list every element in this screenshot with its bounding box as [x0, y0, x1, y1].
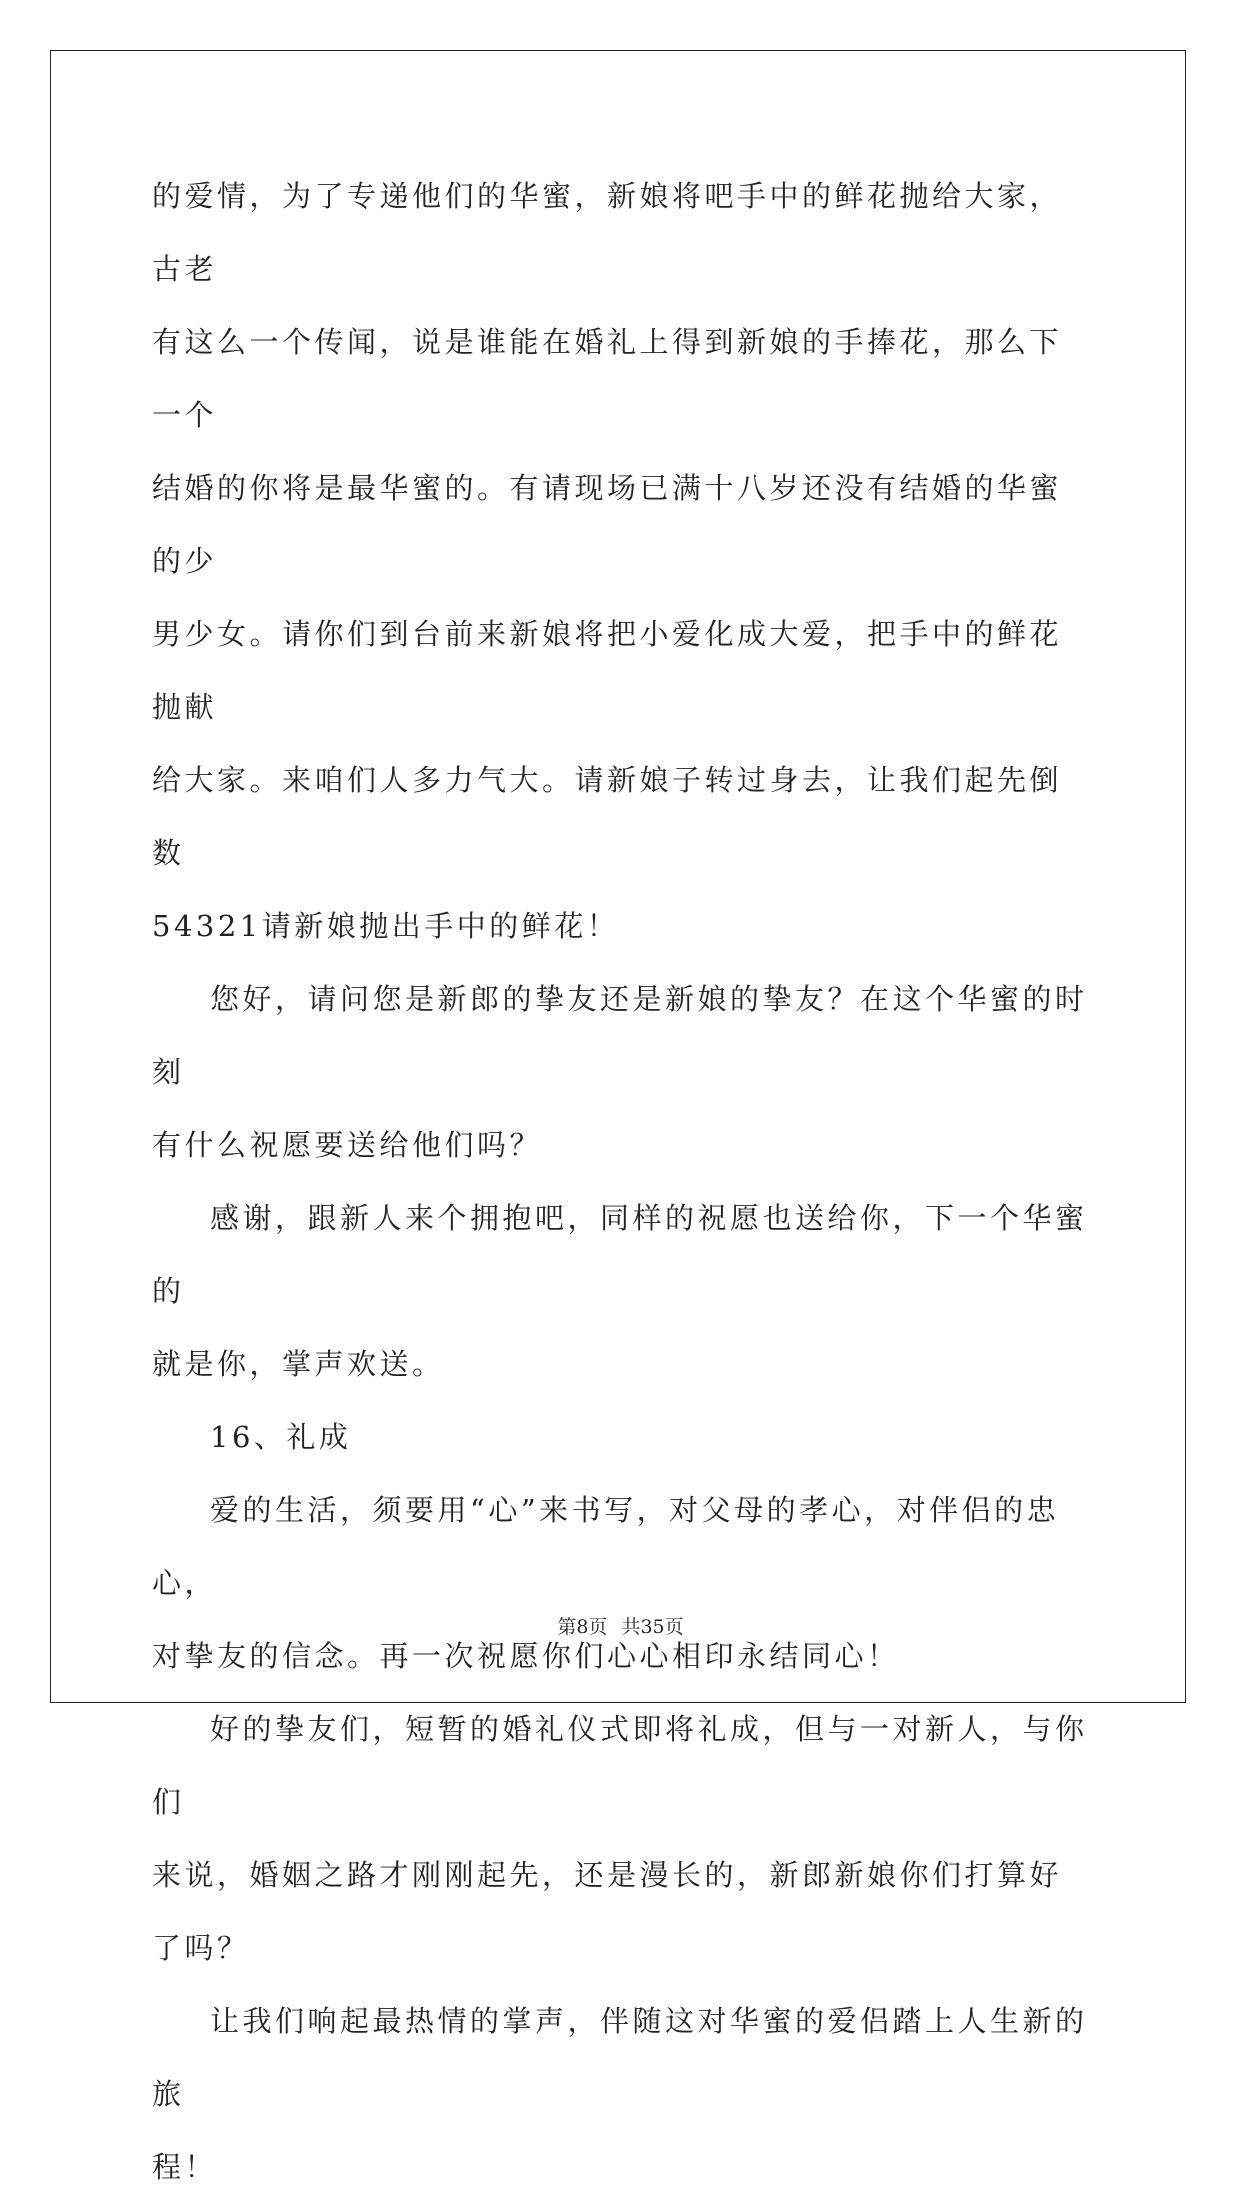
text-line: 好的挚友们，短暂的婚礼仪式即将礼成，但与一对新人，与你们 [152, 1712, 1088, 1819]
section-heading [152, 1401, 1092, 1474]
text-line: 54321请新娘抛出手中的鲜花！ [152, 909, 620, 943]
paragraph [152, 1985, 1092, 2204]
current-page-number: 第8页 [557, 1616, 608, 1638]
text-line: 就是你，掌声欢送。 [152, 1347, 445, 1381]
text-line: 您好，请问您是新郎的挚友还是新娘的挚友？在这个华蜜的时刻 [152, 982, 1088, 1089]
text-line: 对挚友的信念。再一次祝愿你们心心相印永结同心！ [152, 1639, 900, 1673]
paragraph [152, 1182, 1092, 1401]
text-line: 爱的生活，须要用“心”来书写，对父母的孝心，对伴侣的忠心， [152, 1493, 1060, 1600]
paragraph [152, 963, 1092, 1182]
document-body [152, 160, 1092, 2204]
text-line: 让我们响起最热情的掌声，伴随这对华蜜的爱侣踏上人生新的旅 [152, 2004, 1088, 2111]
text-line: 男少女。请你们到台前来新娘将把小爱化成大爱，把手中的鲜花抛献 [152, 617, 1063, 724]
text-line: 的爱情，为了专递他们的华蜜，新娘将吧手中的鲜花抛给大家，古老 [152, 179, 1063, 286]
paragraph [152, 1693, 1092, 1985]
paragraph [152, 1474, 1092, 1693]
text-line: 给大家。来咱们人多力气大。请新娘子转过身去，让我们起先倒数 [152, 763, 1063, 870]
text-line: 感谢，跟新人来个拥抱吧，同样的祝愿也送给你，下一个华蜜的 [152, 1201, 1088, 1308]
text-line: 16、礼成 [210, 1420, 352, 1454]
page-footer [0, 1612, 1241, 1639]
total-page-count: 共35页 [621, 1616, 684, 1638]
text-line: 来说，婚姻之路才刚刚起先，还是漫长的，新郎新娘你们打算好了吗？ [152, 1858, 1063, 1965]
text-line: 有什么祝愿要送给他们吗？ [152, 1128, 543, 1162]
text-line: 有这么一个传闻，说是谁能在婚礼上得到新娘的手捧花，那么下一个 [152, 325, 1063, 432]
text-line: 结婚的你将是最华蜜的。有请现场已满十八岁还没有结婚的华蜜的少 [152, 471, 1063, 578]
paragraph [152, 160, 1092, 963]
text-line: 程！ [152, 2150, 218, 2184]
